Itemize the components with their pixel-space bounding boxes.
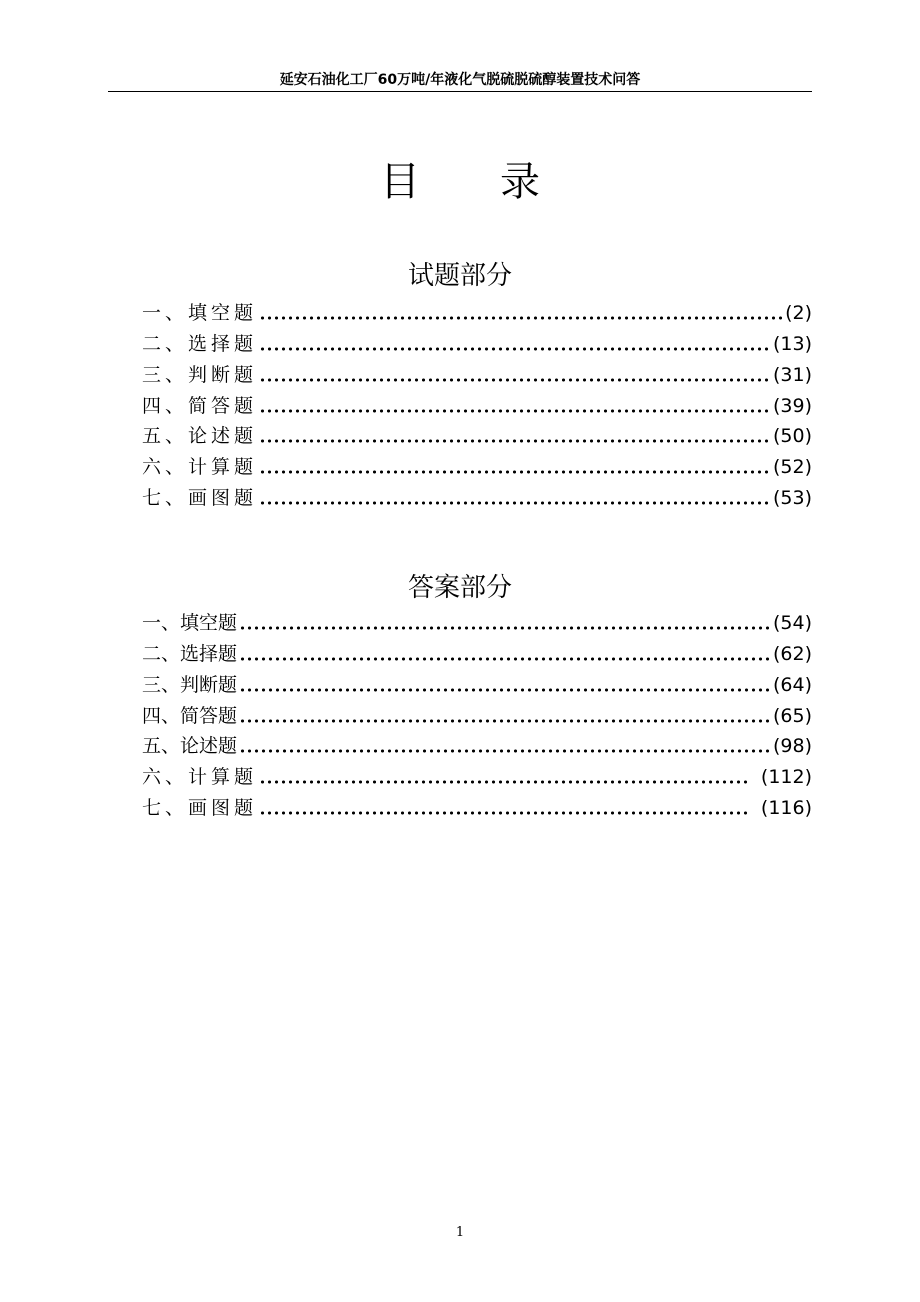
dot-leader bbox=[259, 422, 771, 444]
toc-entry-label: 六、计算题 bbox=[142, 456, 258, 479]
toc-entry-page: (116) bbox=[760, 797, 812, 820]
toc-entry-label: 五、论述题 bbox=[142, 735, 238, 758]
toc-questions bbox=[142, 296, 812, 512]
toc-entry-label: 七、画图题 bbox=[142, 487, 258, 510]
dot-leader bbox=[259, 453, 771, 475]
dot-leader bbox=[259, 392, 771, 414]
page-number: 1 bbox=[455, 1225, 465, 1240]
toc-entry[interactable] bbox=[142, 296, 812, 327]
toc-answers bbox=[142, 606, 812, 822]
toc-entry-page: (54) bbox=[772, 611, 812, 634]
toc-entry-page: (52) bbox=[772, 456, 812, 479]
running-header: 延安石油化工厂60万吨/年液化气脱硫脱硫醇装置技术问答 bbox=[279, 72, 641, 88]
toc-entry-label: 六、计算题 bbox=[142, 766, 258, 789]
dot-leader bbox=[239, 609, 771, 631]
toc-entry[interactable] bbox=[142, 420, 812, 451]
toc-entry[interactable] bbox=[142, 760, 812, 791]
toc-entry[interactable] bbox=[142, 791, 812, 822]
toc-entry-page: (31) bbox=[772, 363, 812, 386]
toc-entry-page: (65) bbox=[772, 704, 812, 727]
toc-entry-page: (98) bbox=[772, 735, 812, 758]
dot-leader bbox=[259, 330, 771, 352]
toc-entry[interactable] bbox=[142, 358, 812, 389]
toc-entry-label: 二、选择题 bbox=[142, 642, 238, 665]
toc-entry-label: 二、选择题 bbox=[142, 332, 258, 355]
toc-entry[interactable] bbox=[142, 699, 812, 730]
dot-leader bbox=[259, 299, 783, 321]
toc-entry-page: (2) bbox=[785, 301, 812, 324]
toc-entry-page: (39) bbox=[772, 394, 812, 417]
toc-entry-label: 四、简答题 bbox=[142, 704, 238, 727]
toc-entry-label: 四、简答题 bbox=[142, 394, 258, 417]
toc-entry-label: 一、填空题 bbox=[142, 611, 238, 634]
toc-entry[interactable] bbox=[142, 327, 812, 358]
toc-entry-label: 三、判断题 bbox=[142, 363, 258, 386]
dot-leader bbox=[259, 763, 749, 785]
toc-entry[interactable] bbox=[142, 730, 812, 761]
toc-entry-label: 三、判断题 bbox=[142, 673, 238, 696]
toc-entry[interactable] bbox=[142, 481, 812, 512]
toc-entry[interactable] bbox=[142, 450, 812, 481]
dot-leader bbox=[259, 361, 771, 383]
section-title-answers: 答案部分 bbox=[407, 573, 512, 603]
toc-entry[interactable] bbox=[142, 389, 812, 420]
toc-entry-label: 五、论述题 bbox=[142, 425, 258, 448]
dot-leader bbox=[239, 702, 771, 724]
page-title: 目录 bbox=[380, 159, 620, 205]
section-title-questions: 试题部分 bbox=[407, 261, 512, 291]
toc-entry[interactable] bbox=[142, 606, 812, 637]
toc-entry-page: (53) bbox=[772, 487, 812, 510]
dot-leader bbox=[259, 794, 749, 816]
toc-entry-page: (13) bbox=[772, 332, 812, 355]
dot-leader bbox=[259, 484, 771, 506]
toc-entry-page: (50) bbox=[772, 425, 812, 448]
dot-leader bbox=[239, 732, 771, 754]
toc-entry-label: 一、填空题 bbox=[142, 301, 258, 324]
toc-entry-page: (112) bbox=[760, 766, 812, 789]
header-rule bbox=[108, 91, 812, 92]
toc-entry-page: (62) bbox=[772, 642, 812, 665]
toc-entry[interactable] bbox=[142, 637, 812, 668]
toc-entry-label: 七、画图题 bbox=[142, 797, 258, 820]
dot-leader bbox=[239, 640, 771, 662]
toc-entry-page: (64) bbox=[772, 673, 812, 696]
toc-entry[interactable] bbox=[142, 668, 812, 699]
dot-leader bbox=[239, 671, 771, 693]
